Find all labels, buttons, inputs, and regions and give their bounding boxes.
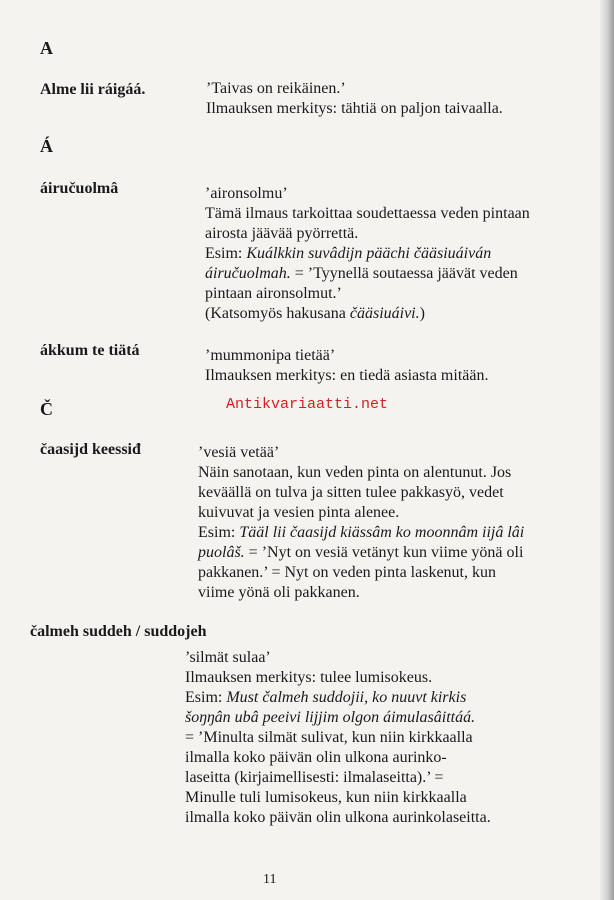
- watermark: Antikvariaatti.net: [226, 396, 389, 413]
- example-source-text: Kuálkkin suvâdijn päächi čääsiuáiván: [246, 245, 492, 262]
- example-line: pakkanen.’ = Nyt on veden pinta laskenut, kun: [198, 564, 496, 581]
- definition-line: kuivuvat ja vesien pinta alenee.: [198, 504, 400, 521]
- example-source-text: šoŋŋân ubâ peeivi lijjim olgon áimulasâittáá.: [185, 709, 476, 726]
- see-also-line: [205, 304, 530, 324]
- example-line: ilmalla koko päivän olin ulkona aurinko-: [185, 749, 447, 766]
- page-edge-shadow: [600, 0, 614, 900]
- example-translation: = ’Nyt on vesiä vetänyt kun viime yönä oli: [244, 544, 524, 561]
- example-line: viime yönä oli pakkanen.: [198, 584, 360, 601]
- example-line: Minulle tuli lumisokeus, kun niin kirkkaalla: [185, 789, 467, 806]
- definition-line: airosta jäävää pyörrettä.: [205, 225, 359, 242]
- example-label: Esim:: [205, 245, 247, 262]
- definition-line: ’Taivas on reikäinen.’: [206, 80, 346, 97]
- example-label: Esim:: [185, 689, 227, 706]
- see-also-close: ): [419, 305, 425, 322]
- entry-term-caasijd: čaasijd keessiđ: [40, 441, 141, 458]
- page-number: 11: [263, 872, 277, 887]
- definition-line: Ilmauksen merkitys: en tiedä asiasta mitään.: [205, 367, 489, 384]
- definition-line: ’vesiä vetää’: [198, 444, 280, 461]
- example-line: [198, 543, 524, 563]
- example-line: [185, 688, 491, 708]
- section-letter-a: A: [40, 38, 53, 58]
- example-line: laseitta (kirjaimellisesti: ilmalaseitta).’ =: [185, 769, 444, 786]
- example-source-text: puolâš.: [198, 544, 245, 561]
- definition-line: Ilmauksen merkitys: tähtiä on paljon taivaalla.: [206, 100, 503, 117]
- entry-definition-alme: [206, 79, 503, 119]
- example-source-text: Must čalmeh suddojii, ko nuuvt kirkis: [226, 689, 467, 706]
- example-translation: = ’Tyynellä soutaessa jäävät veden: [290, 265, 518, 282]
- example-line: = ’Minulta silmät sulivat, kun niin kirkkaalla: [185, 729, 473, 746]
- example-line: pintaan aironsolmut.’: [205, 285, 342, 302]
- definition-line: ’silmät sulaa’: [185, 649, 271, 666]
- entry-definition-calmeh: [185, 648, 491, 828]
- example-line: [205, 244, 530, 264]
- definition-line: ’aironsolmu’: [205, 185, 288, 202]
- example-line: [205, 264, 530, 284]
- entry-term-alme: Alme lii ráigáá.: [40, 81, 146, 98]
- section-letter-a-acute: Á: [40, 136, 53, 156]
- example-source-text: Tääl lii čaasijd kiässâm ko moonnâm iijâ lâi: [239, 524, 525, 541]
- example-label: Esim:: [198, 524, 240, 541]
- see-also-word: čääsiuáivi.: [349, 305, 420, 322]
- section-letter-c-caron: Č: [40, 399, 53, 419]
- definition-line: ’mummonipa tietää’: [205, 347, 336, 364]
- example-line: [198, 523, 524, 543]
- example-line: ilmalla koko päivän olin ulkona aurinkolaseitta.: [185, 809, 491, 826]
- definition-line: keväällä on tulva ja sitten tulee pakkasyö, vedet: [198, 484, 504, 501]
- definition-line: Ilmauksen merkitys: tulee lumisokeus.: [185, 669, 433, 686]
- example-source-text: áiručuolmah.: [205, 265, 291, 282]
- entry-term-airucuolma: áiručuolmâ: [40, 180, 119, 197]
- definition-line: Tämä ilmaus tarkoittaa soudettaessa veden pintaan: [205, 205, 530, 222]
- entry-definition-caasijd: [198, 443, 524, 603]
- entry-term-calmeh: čalmeh suddeh / suddojeh: [30, 623, 207, 640]
- entry-definition-akkum: [205, 346, 488, 386]
- entry-definition-airucuolma: [205, 184, 530, 324]
- entry-term-akkum: ákkum te tiätá: [40, 342, 140, 359]
- see-also-text: (Katsomyös hakusana: [205, 305, 350, 322]
- definition-line: Näin sanotaan, kun veden pinta on alentunut. Jos: [198, 464, 512, 481]
